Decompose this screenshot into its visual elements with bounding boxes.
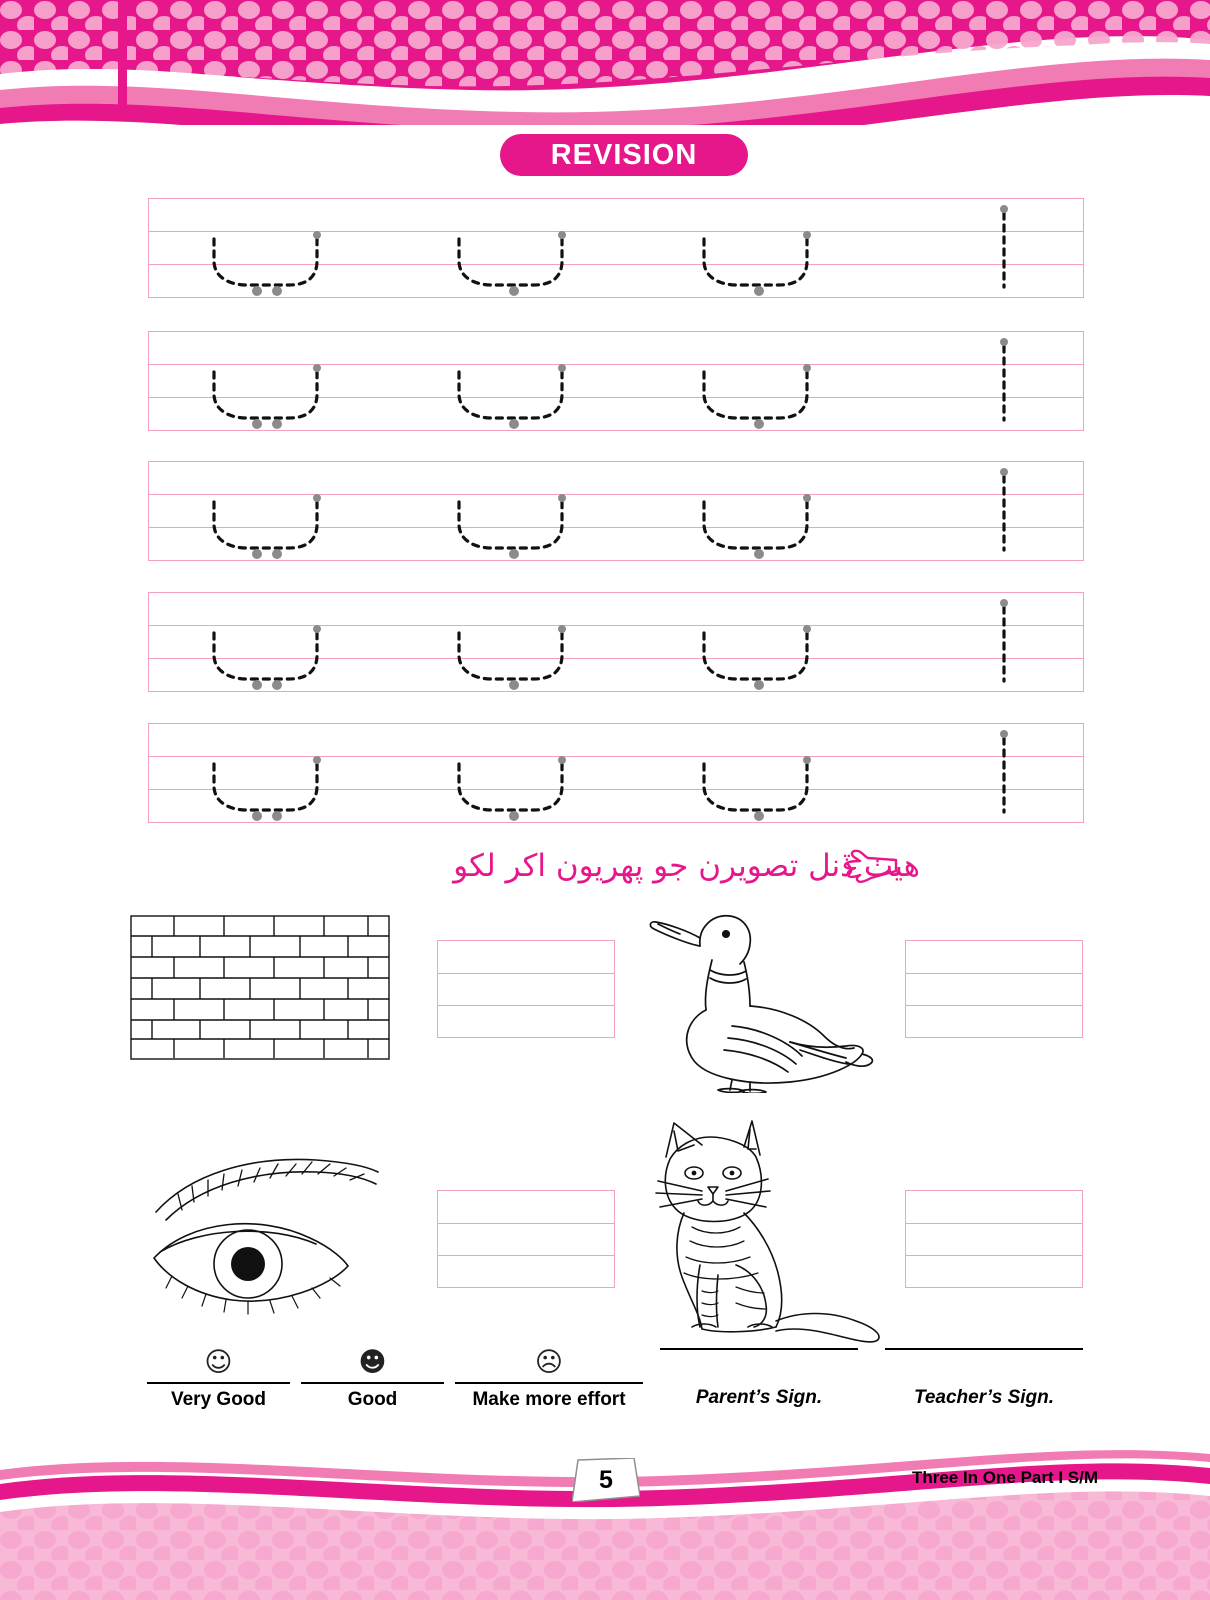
guide-line [438,1223,614,1224]
rating-rule [455,1382,643,1384]
rating-label: Good [347,1389,398,1410]
eye-drawing [120,1140,410,1325]
smiley-neutral-icon: ☻ [358,1347,387,1378]
instruction-text: هيٺ ڏنل تصويرن جو پهريون اکر لکو [453,848,920,884]
rating-label: Make more effort [472,1389,626,1410]
answer-box-duck[interactable] [905,940,1083,1038]
guide-line [906,973,1082,974]
answer-box-eye[interactable] [437,1190,615,1288]
answer-box-cat[interactable] [905,1190,1083,1288]
tracing-row-1[interactable] [148,198,1084,298]
rating-rule [301,1382,444,1384]
duck-drawing [640,898,880,1098]
tracing-row-3[interactable] [148,461,1084,561]
guide-line [906,1005,1082,1006]
rating-make-more-effort[interactable] [455,1348,643,1411]
pointing-hand-icon [840,838,900,888]
rating-label: Very Good [170,1389,267,1410]
smiley-sad-icon: ☹ [534,1347,564,1378]
guide-line [906,1255,1082,1256]
top-decoration-banner [0,0,1210,125]
page-number-badge [572,1458,640,1502]
teacher-signature-field[interactable] [885,1348,1083,1409]
tracing-row-2[interactable] [148,331,1084,431]
signature-rule [660,1348,858,1382]
book-label: Three In One Part I S/M [911,1468,1099,1487]
guide-line [438,1005,614,1006]
smiley-happy-icon: ☺ [204,1347,233,1378]
signature-rule [885,1348,1083,1382]
page-number-text: 5 [599,1465,613,1494]
tracing-row-5[interactable] [148,723,1084,823]
answer-box-bricks[interactable] [437,940,615,1038]
tracing-row-4[interactable] [148,592,1084,692]
signature-label: Parent’s Sign. [695,1387,823,1408]
guide-line [906,1223,1082,1224]
signature-label: Teacher’s Sign. [913,1387,1055,1408]
rating-very-good[interactable] [147,1348,290,1411]
parent-signature-field[interactable] [660,1348,858,1409]
cat-drawing [640,1115,910,1355]
tracing-glyphs [149,724,1083,822]
rating-good[interactable] [301,1348,444,1411]
guide-line [438,973,614,974]
guide-line [438,1255,614,1256]
rating-rule [147,1382,290,1384]
tracing-glyphs [149,593,1083,691]
tracing-glyphs [149,199,1083,297]
tracing-glyphs [149,332,1083,430]
page-title: REVISION [500,134,748,176]
tracing-glyphs [149,462,1083,560]
